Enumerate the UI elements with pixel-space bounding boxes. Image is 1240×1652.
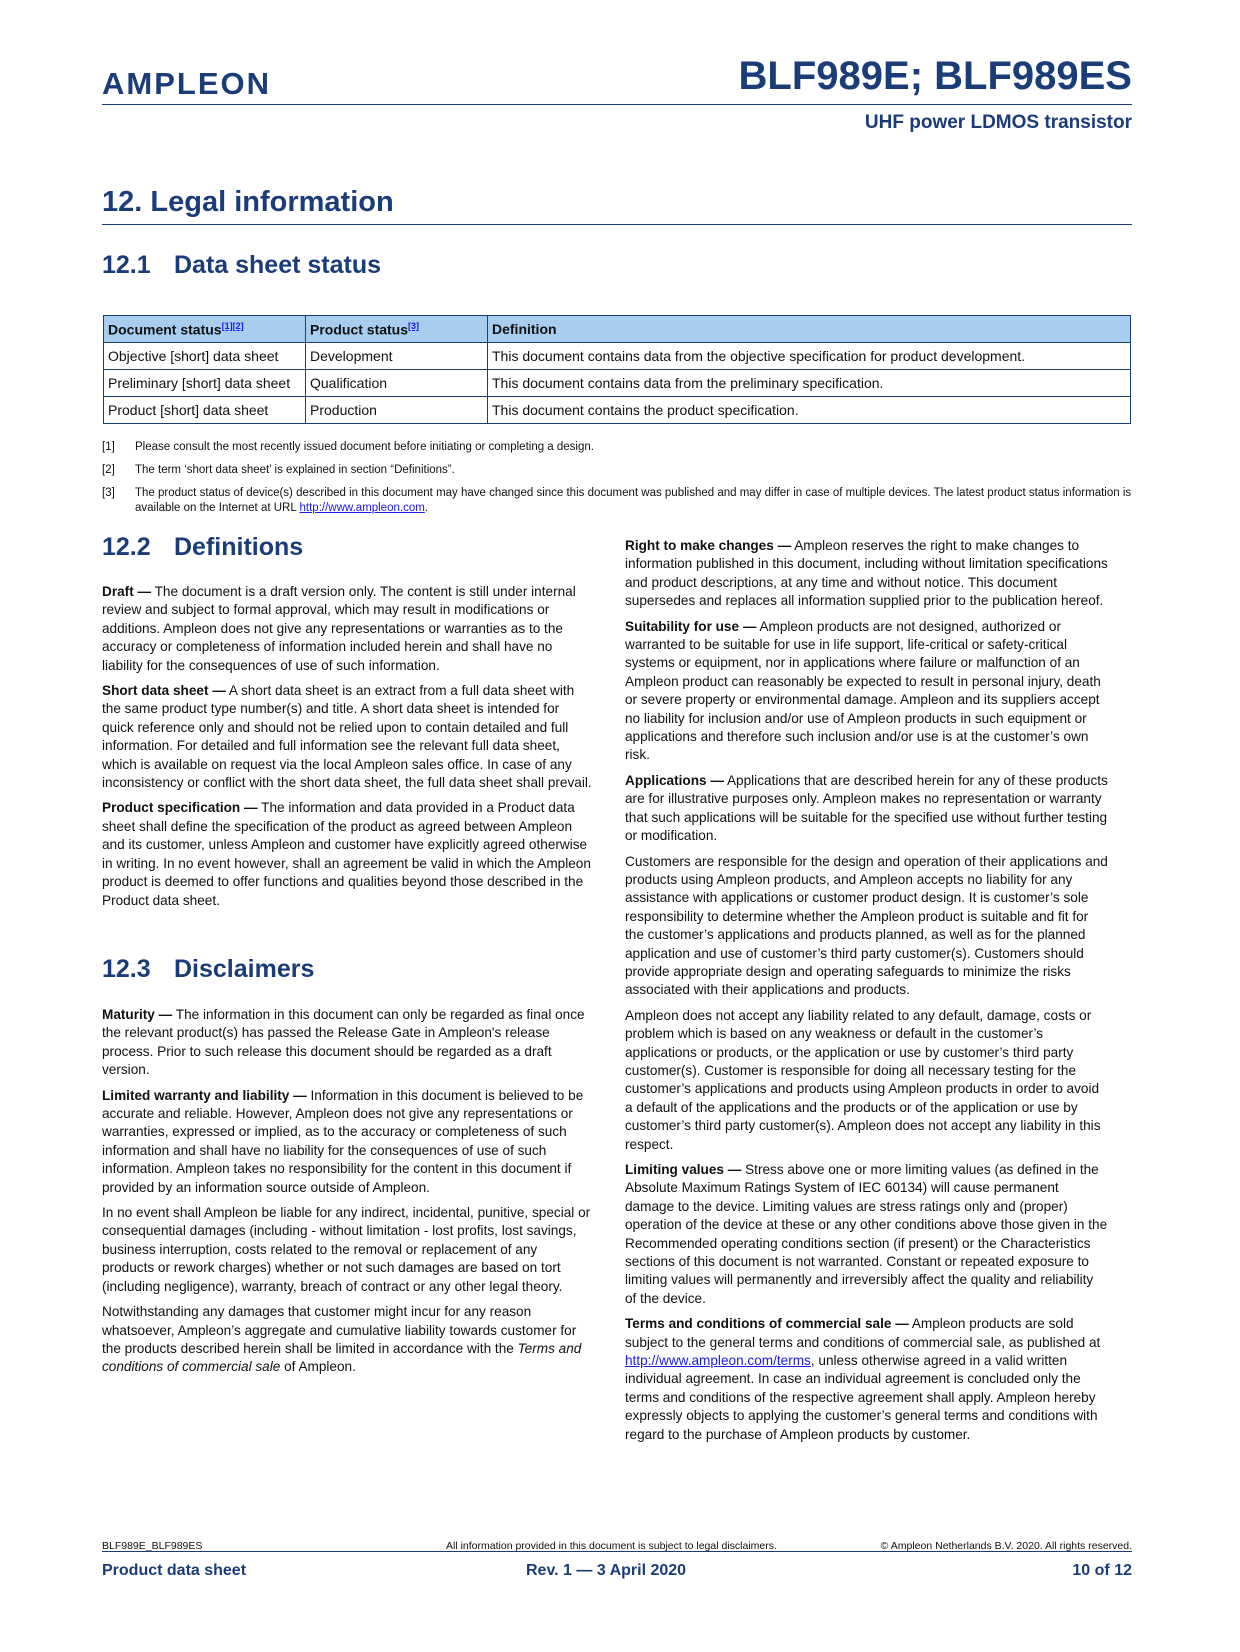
disclaimer-customers: Customers are responsible for the design and operation of their applications and products using Ampleon products, and Ampleon accepts no liability for any assistance with applications or customer product design. It is customer’s sole responsibility to determine whether the Ampleon product is suitable and fit for the customer’s applications and products planned, as well as for the planned application and use of customer’s third party customer(s). Customers should provide appropriate design and operating safeguards to minimize the risks associated with their applications and products. xyxy=(625,853,1108,998)
table-cell: This document contains data from the preliminary specification. xyxy=(488,370,1131,397)
definition-product-specification: Product specification — The information and data provided in a Product data sheet shall define the specification of the product as agreed between Ampleon and its customer, unless Ampleon and customer have explicitly agreed otherwise in writing. In no event however, shall an agreement be valid in which the Ampleon product is deemed to offer functions and qualities beyond those described in the Product data sheet. xyxy=(102,800,591,908)
footnote xyxy=(102,486,1132,516)
definition-short-data-sheet: Short data sheet — A short data sheet is an extract from a full data sheet with the same product type number(s) and title. A short data sheet is intended for quick reference only and should not be relied upon to contain detailed and full information. For detailed and full information see the relevant full data sheet, which is available on request via the local Ampleon sales office. In case of any inconsistency or conflict with the short data sheet, the full data sheet shall prevail. xyxy=(102,683,592,791)
definition-draft: Draft — The document is a draft version only. The content is still under internal review and subject to formal approval, which may result in modifications or additions. Ampleon does not give any representations or warranties as to the accuracy or completeness of information included herein and shall have no liability for the consequences of use of such information. xyxy=(102,584,576,673)
disclaimer-right-to-make-changes: Right to make changes — Ampleon reserves the right to make changes to information published in this document, including without limitation specifications and product descriptions, at any time and without notice. This document supersedes and replaces all information supplied prior to the publication hereof. xyxy=(625,538,1108,609)
header-product-status: Product status[3] xyxy=(306,316,488,343)
disclaimer-no-event: In no event shall Ampleon be liable for any indirect, incidental, punitive, special or consequential damages (including - without limitation - lost profits, lost savings, business interruption, costs related to the removal or replacement of any products or rework charges) whether or not such damages are based on tort (including negligence), warranty, breach of contract or any other legal theory. xyxy=(102,1205,591,1294)
footnote-text: The product status of device(s) described in this document may have changed since this document was published and may differ in case of multiple devices. The latest product status information is available on the Internet at URL http://www.ampleon.com. xyxy=(135,487,1132,514)
subsection-number: 12.1 xyxy=(102,251,151,279)
footnote xyxy=(102,440,1132,455)
footnote-ref-2[interactable]: [2] xyxy=(232,320,244,331)
disclaimer-applications: Applications — Applications that are described herein for any of these products are for illustrative purposes only. Ampleon makes no representation or warranty that such applications will be suitable for the specified use without further testing or modification. xyxy=(625,772,1108,844)
section-divider xyxy=(102,224,1132,225)
table-row xyxy=(104,370,1131,397)
table-cell: This document contains the product specification. xyxy=(488,397,1131,424)
subsection-heading-disclaimers xyxy=(102,955,314,984)
document-subtitle: UHF power LDMOS transistor xyxy=(864,112,1132,133)
section-heading xyxy=(102,186,394,219)
table-row xyxy=(104,343,1131,370)
disclaimers-right-column xyxy=(625,537,1108,1451)
disclaimer-limiting-values: Limiting values — Stress above one or more limiting values (as defined in the Absolute Maximum Ratings System of IEC 60134) will cause permanent damage to the device. Limiting values are stress ratings only and (proper) operation of the device at these or any other conditions above those given in the Recommended operating conditions section (if present) or the Characteristics sections of this document is not warranted. Constant or repeated exposure to limiting values will permanently and irreversibly affect the quality and reliability of the device. xyxy=(625,1162,1108,1306)
footer-copyright: © Ampleon Netherlands B.V. 2020. All rights reserved. xyxy=(880,1540,1132,1552)
terms-link[interactable]: http://www.ampleon.com/terms xyxy=(625,1353,811,1369)
disclaimer-suitability: Suitability for use — Ampleon products are not designed, authorized or warranted to be suitable for use in life support, life-critical or safety-critical systems or equipment, nor in applications where failure or malfunction of an Ampleon product can reasonably be expected to result in personal injury, death or severe property or environmental damage. Ampleon and its suppliers accept no liability for inclusion and/or use of Ampleon products in such equipment or applications and therefore such inclusion and/or use is at the customer’s own risk. xyxy=(625,618,1101,763)
footnote-mark: [1] xyxy=(102,441,115,453)
header-definition: Definition xyxy=(488,316,1131,343)
table-cell: Product [short] data sheet xyxy=(104,397,306,424)
table-cell: Development xyxy=(306,343,488,370)
section-number: 12. xyxy=(102,186,143,218)
table-cell: Production xyxy=(306,397,488,424)
disclaimer-terms-and-conditions: Terms and conditions of commercial sale — Ampleon products are sold subject to the general terms and conditions of commercial sale, as published at http://www.ampleon.com/terms, unless otherwise agreed in a valid written individual agreement. In case an individual agreement is concluded only the terms and conditions of the respective agreement shall apply. Ampleon hereby expressly objects to applying the customer’s general terms and conditions with regard to the purchase of Ampleon products by customer. xyxy=(625,1316,1101,1442)
document-title: BLF989E; BLF989ES xyxy=(738,54,1132,98)
subsection-heading-definitions xyxy=(102,533,303,562)
footnote-ref-3[interactable]: [3] xyxy=(408,320,420,331)
subsection-title: Definitions xyxy=(174,533,304,561)
footer-page-number: 10 of 12 xyxy=(1072,1562,1132,1579)
table-footnotes xyxy=(102,440,1132,524)
disclaimer-notwithstanding: Notwithstanding any damages that customer might incur for any reason whatsoever, Ampleon’s aggregate and cumulative liability towards customer for the products described herein shall be limited in accordance with the Terms and conditions of commercial sale of Ampleon. xyxy=(102,1304,582,1375)
subsection-number: 12.2 xyxy=(102,533,151,561)
footnote-text: Please consult the most recently issued document before initiating or completing a design. xyxy=(135,441,594,453)
footnote-ref-1[interactable]: [1] xyxy=(221,320,233,331)
footnote xyxy=(102,463,1132,478)
subsection-heading-data-sheet-status xyxy=(102,251,381,280)
disclaimer-limited-warranty: Limited warranty and liability — Information in this document is believed to be accurate and reliable. However, Ampleon does not give any representations or warranties, expressed or implied, as to the accuracy or completeness of such information and shall have no liability for the consequences of use of such information. Ampleon takes no responsibility for the content in this document if provided by an information source outside of Ampleon. xyxy=(102,1087,584,1195)
footer-divider xyxy=(102,1551,1132,1552)
ampleon-logo: AMPLEON xyxy=(102,66,271,101)
subsection-number: 12.3 xyxy=(102,955,151,983)
table-cell: Objective [short] data sheet xyxy=(104,343,306,370)
ampleon-website-link[interactable]: http://www.ampleon.com xyxy=(299,502,425,514)
table-cell: Preliminary [short] data sheet xyxy=(104,370,306,397)
disclaimer-maturity: Maturity — The information in this document can only be regarded as final once the relevant product(s) has passed the Release Gate in Ampleon's release process. Prior to such release this document should be regarded as a draft version. xyxy=(102,1007,585,1078)
subsection-title: Data sheet status xyxy=(174,251,382,279)
table-cell: Qualification xyxy=(306,370,488,397)
footer-revision: Rev. 1 — 3 April 2020 xyxy=(526,1562,687,1579)
section-title: Legal information xyxy=(150,186,394,218)
table-row xyxy=(104,397,1131,424)
header-document-status: Document status[1][2] xyxy=(104,316,306,343)
data-sheet-status-table xyxy=(103,315,1131,424)
definitions-column xyxy=(102,583,592,917)
table-header-row xyxy=(104,316,1131,343)
footnote-mark: [3] xyxy=(102,487,115,499)
footnote-mark: [2] xyxy=(102,464,115,476)
footer-notice: All information provided in this document is subject to legal disclaimers. xyxy=(446,1540,777,1552)
disclaimers-left-column xyxy=(102,1006,592,1384)
header-divider xyxy=(102,104,1132,105)
footer-doc-type: Product data sheet xyxy=(102,1562,247,1579)
footnote-text: The term ‘short data sheet’ is explained in section “Definitions”. xyxy=(135,464,455,476)
footer-doc-id: BLF989E_BLF989ES xyxy=(102,1540,203,1552)
subsection-title: Disclaimers xyxy=(174,955,315,983)
disclaimer-no-liability: Ampleon does not accept any liability related to any default, damage, costs or problem which is based on any weakness or default in the customer’s applications or products, or the application or use by customer’s third party customer(s). Customer is responsible for doing all necessary testing for the customer’s applications and products using Ampleon products in order to avoid a default of the applications and the products or of the application or use by customer’s third party customer(s). Ampleon does not accept any liability in this respect. xyxy=(625,1007,1101,1152)
table-cell: This document contains data from the objective specification for product development. xyxy=(488,343,1131,370)
